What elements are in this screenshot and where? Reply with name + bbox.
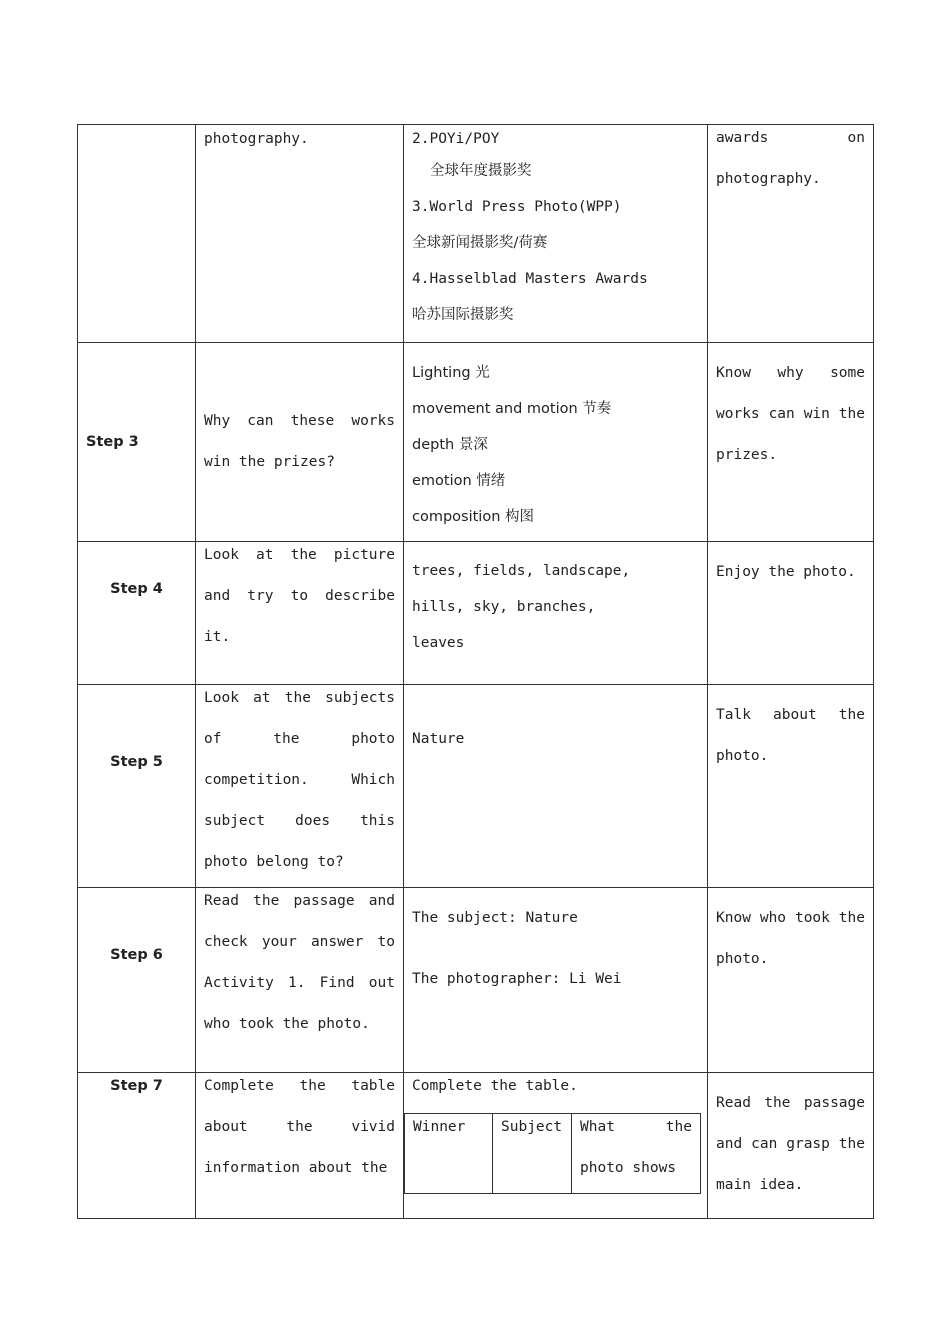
step-cell: Step 6 <box>78 888 196 1073</box>
inner-table <box>404 1113 701 1194</box>
purpose-cell: Enjoy the photo. <box>708 542 874 685</box>
step-cell: Step 5 <box>78 685 196 888</box>
step-cell: Step 4 <box>78 542 196 685</box>
inner-header-winner: Winner <box>405 1114 493 1194</box>
content-cell: 2.POYi/POY 全球年度摄影奖 3.World Press Photo(WPP) 全球新闻摄影奖/荷赛 4.Hasselblad Masters Awards 哈苏国际摄影奖 <box>404 125 708 343</box>
lesson-plan-table <box>77 124 874 1219</box>
purpose-cell: Know who took the photo. <box>708 888 874 1073</box>
activity-cell: Look at the subjects of the photo competition. Which subject does this photo belong to? <box>196 685 404 888</box>
content-cell: The subject: Nature The photographer: Li Wei <box>404 888 708 1073</box>
activity-cell: Look at the picture and try to describe it. <box>196 542 404 685</box>
table-row <box>78 343 874 542</box>
activity-cell: photography. <box>196 125 404 343</box>
step-cell: Step 3 <box>78 343 196 542</box>
inner-header-what-the-photo-shows: What the photo shows <box>572 1114 701 1194</box>
activity-cell: Read the passage and check your answer to Activity 1. Find out who took the photo. <box>196 888 404 1073</box>
content-cell: Lighting 光 movement and motion 节奏 depth 景深 emotion 情绪 composition 构图 <box>404 343 708 542</box>
table-row <box>78 1073 874 1219</box>
content-cell: Nature <box>404 685 708 888</box>
activity-cell: Complete the table about the vivid information about the <box>196 1073 404 1219</box>
purpose-cell: Talk about the photo. <box>708 685 874 888</box>
table-row <box>78 125 874 343</box>
content-cell: trees, fields, landscape, hills, sky, branches, leaves <box>404 542 708 685</box>
step-cell <box>78 125 196 343</box>
inner-header-subject: Subject <box>493 1114 572 1194</box>
purpose-cell: Know why some works can win the prizes. <box>708 343 874 542</box>
activity-cell: Why can these works win the prizes? <box>196 343 404 542</box>
table-row <box>78 888 874 1073</box>
purpose-cell: Read the passage and can grasp the main idea. <box>708 1073 874 1219</box>
purpose-cell: awards on photography. <box>708 125 874 343</box>
table-row <box>78 685 874 888</box>
step-cell: Step 7 <box>78 1073 196 1219</box>
content-cell: Complete the table. Winner Subject What the photo shows <box>404 1073 708 1219</box>
table-row <box>78 542 874 685</box>
